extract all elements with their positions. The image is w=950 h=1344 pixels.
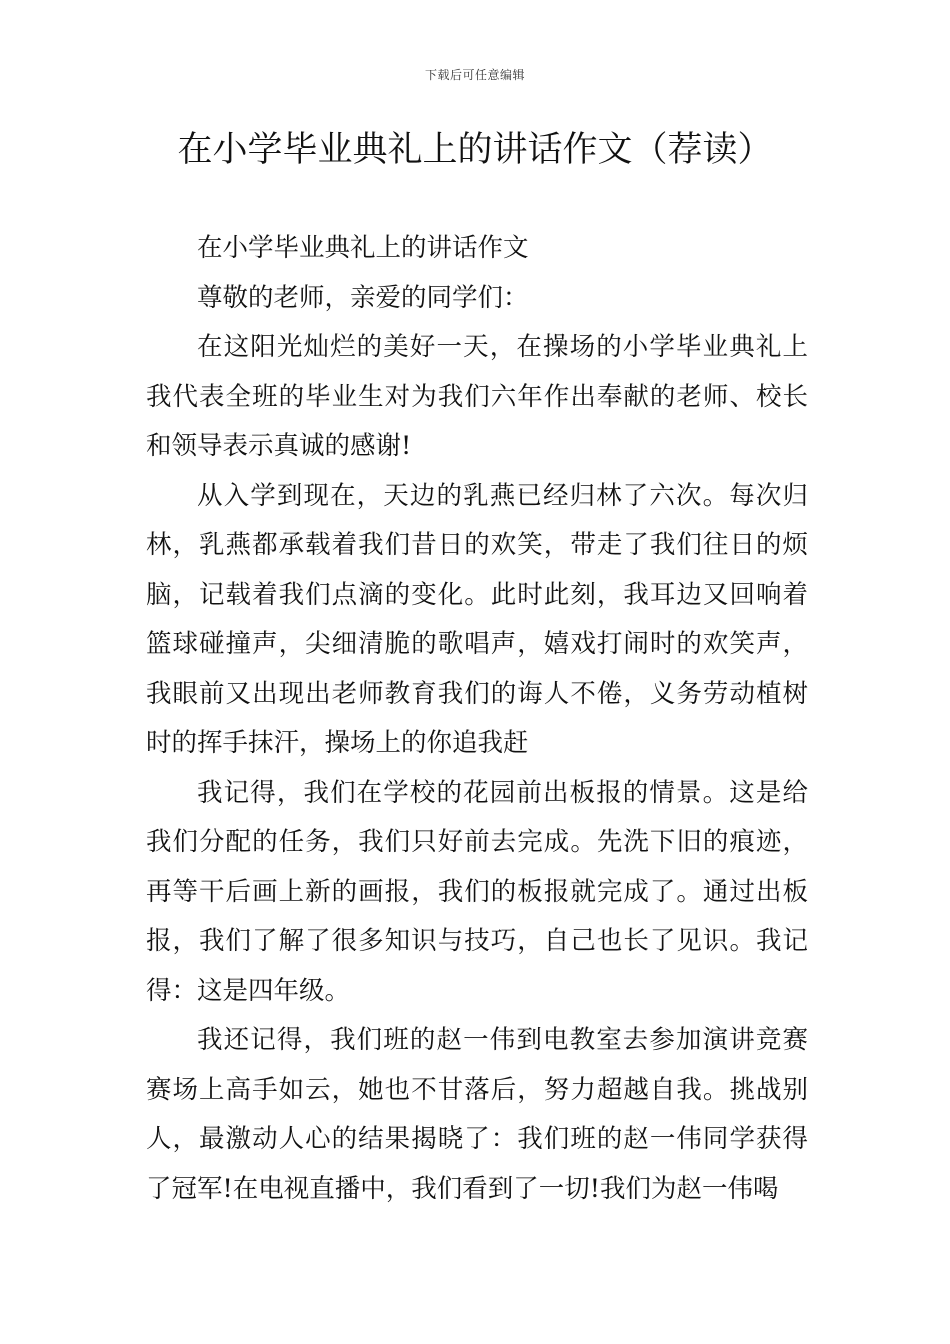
paragraph: 我记得，我们在学校的花园前出板报的情景。这是给我们分配的任务，我们只好前去完成。先洗下旧的痕迹，再等干后画上新的画报，我们的板报就完成了。通过出板报，我们了解了很多知识与技巧，自己也长了见识。我记得：这是四年级。 — [146, 777, 808, 1006]
paragraph-salutation: 尊敬的老师，亲爱的同学们： — [197, 282, 529, 313]
paragraph: 我还记得，我们班的赵一伟到电教室去参加演讲竞赛赛场上高手如云，她也不甘落后，努力超越自我。挑战别人，最激动人心的结果揭晓了：我们班的赵一伟同学获得了冠军!在电视直播中，我们看到了一切!我们为赵一伟喝 — [146, 1025, 808, 1204]
paragraph: 在这阳光灿烂的美好一天，在操场的小学毕业典礼上我代表全班的毕业生对为我们六年作出奉献的老师、校长和领导表示真诚的感谢! — [146, 332, 808, 461]
document-title: 在小学毕业典礼上的讲话作文（荐读） — [177, 130, 773, 170]
document-body — [146, 224, 808, 1214]
header-note: 下载后可任意编辑 — [424, 68, 525, 82]
paragraph-subtitle: 在小学毕业典礼上的讲话作文 — [197, 233, 529, 263]
paragraph: 从入学到现在，天边的乳燕已经归林了六次。每次归林，乳燕都承载着我们昔日的欢笑，带走了我们往日的烦脑，记载着我们点滴的变化。此时此刻，我耳边又回响着篮球碰撞声，尖细清脆的歌唱声，嬉戏打闹时的欢笑声，我眼前又出现出老师教育我们的诲人不倦，义务劳动植树时的挥手抹汗，操场上的你追我赶 — [146, 480, 808, 758]
